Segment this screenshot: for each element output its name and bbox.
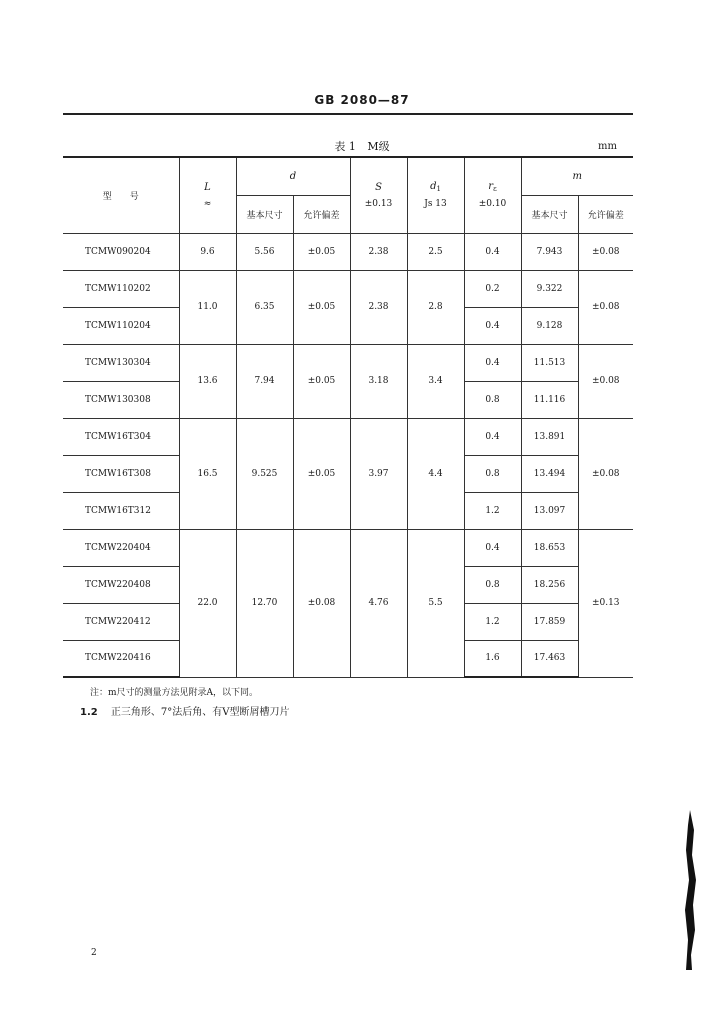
header-S — [350, 157, 407, 233]
cell-r: 0.4 — [464, 307, 521, 344]
cell-r: 1.2 — [464, 492, 521, 529]
table-body — [63, 233, 633, 677]
cell-r: 0.8 — [464, 381, 521, 418]
table-row — [63, 418, 633, 455]
cell-r: 0.4 — [464, 529, 521, 566]
header-d-symbol: d — [289, 170, 297, 182]
cell-d-tolerance: ±0.05 — [293, 233, 350, 270]
document-header: GB 2080—87 — [314, 93, 410, 107]
section-number: 1.2 — [80, 707, 98, 718]
header-m — [521, 157, 633, 195]
cell-d-basic: 5.56 — [236, 233, 293, 270]
cell-L: 22.0 — [179, 529, 236, 677]
cell-model: TCMW130308 — [63, 381, 179, 418]
cell-S: 2.38 — [350, 270, 407, 344]
table-caption-label: 表 1 — [334, 140, 356, 153]
table-row — [63, 344, 633, 381]
cell-L: 11.0 — [179, 270, 236, 344]
table-row — [63, 270, 633, 307]
table-row — [63, 529, 633, 566]
cell-r: 0.2 — [464, 270, 521, 307]
cell-m-tolerance: ±0.08 — [578, 270, 633, 344]
cell-d1: 5.5 — [407, 529, 464, 677]
cell-model: TCMW110204 — [63, 307, 179, 344]
header-rule — [63, 113, 633, 115]
table-header — [63, 157, 633, 233]
cell-d-basic: 9.525 — [236, 418, 293, 529]
header-d1 — [407, 157, 464, 233]
table-row — [63, 233, 633, 270]
cell-d-basic: 6.35 — [236, 270, 293, 344]
cell-m-basic: 9.322 — [521, 270, 578, 307]
header-d-basic: 基本尺寸 — [236, 195, 293, 233]
cell-S: 3.97 — [350, 418, 407, 529]
header-L — [179, 157, 236, 233]
cell-model: TCMW090204 — [63, 233, 179, 270]
cell-r: 0.4 — [464, 233, 521, 270]
cell-model: TCMW220416 — [63, 640, 179, 677]
header-model: 型 号 — [63, 157, 179, 233]
cell-m-basic: 13.097 — [521, 492, 578, 529]
header-m-symbol: m — [572, 170, 582, 182]
cell-m-basic: 18.256 — [521, 566, 578, 603]
cell-S: 3.18 — [350, 344, 407, 418]
header-d — [236, 157, 350, 195]
cell-r: 0.4 — [464, 418, 521, 455]
header-m-tolerance: 允许偏差 — [578, 195, 633, 233]
cell-m-tolerance: ±0.08 — [578, 418, 633, 529]
header-r-letter: r — [488, 181, 494, 193]
cell-d-basic: 7.94 — [236, 344, 293, 418]
header-d1-symbol — [408, 181, 464, 193]
header-d-tolerance: 允许偏差 — [293, 195, 350, 233]
cell-r: 0.4 — [464, 344, 521, 381]
header-L-symbol: L — [204, 181, 211, 193]
cell-model: TCMW16T308 — [63, 455, 179, 492]
header-L-approx: ≈ — [203, 198, 212, 209]
cell-d1: 4.4 — [407, 418, 464, 529]
spec-table — [63, 156, 633, 678]
cell-m-tolerance: ±0.08 — [578, 344, 633, 418]
header-d1-letter: d — [430, 181, 437, 193]
scan-edge-mark — [682, 810, 698, 970]
cell-d1: 2.5 — [407, 233, 464, 270]
table-note: 注：m尺寸的测量方法见附录A，以下同。 — [90, 688, 259, 698]
cell-model: TCMW110202 — [63, 270, 179, 307]
page-number: 2 — [91, 948, 97, 958]
cell-d-basic: 12.70 — [236, 529, 293, 677]
cell-L: 16.5 — [179, 418, 236, 529]
cell-m-basic: 11.513 — [521, 344, 578, 381]
header-r — [464, 157, 521, 233]
cell-model: TCMW220412 — [63, 603, 179, 640]
header-d1-tolerance: Js 13 — [424, 199, 447, 210]
cell-r: 0.8 — [464, 455, 521, 492]
cell-m-basic: 17.859 — [521, 603, 578, 640]
cell-d-tolerance: ±0.05 — [293, 270, 350, 344]
cell-m-basic: 9.128 — [521, 307, 578, 344]
cell-r: 1.2 — [464, 603, 521, 640]
cell-m-tolerance: ±0.13 — [578, 529, 633, 677]
cell-r: 1.6 — [464, 640, 521, 677]
cell-m-basic: 11.116 — [521, 381, 578, 418]
cell-L: 9.6 — [179, 233, 236, 270]
header-r-tolerance: ±0.10 — [478, 199, 507, 210]
cell-S: 2.38 — [350, 233, 407, 270]
cell-d-tolerance: ±0.08 — [293, 529, 350, 677]
cell-L: 13.6 — [179, 344, 236, 418]
cell-model: TCMW130304 — [63, 344, 179, 381]
cell-model: TCMW220408 — [63, 566, 179, 603]
cell-d-tolerance: ±0.05 — [293, 418, 350, 529]
header-S-symbol: S — [375, 181, 382, 193]
cell-model: TCMW220404 — [63, 529, 179, 566]
cell-d-tolerance: ±0.05 — [293, 344, 350, 418]
cell-d1: 2.8 — [407, 270, 464, 344]
header-r-symbol — [465, 181, 521, 193]
header-r-index: ε — [493, 185, 497, 194]
header-d1-index: 1 — [436, 185, 441, 194]
cell-m-tolerance: ±0.08 — [578, 233, 633, 270]
cell-m-basic: 17.463 — [521, 640, 578, 677]
cell-m-basic: 13.494 — [521, 455, 578, 492]
header-m-basic: 基本尺寸 — [521, 195, 578, 233]
cell-m-basic: 13.891 — [521, 418, 578, 455]
cell-model: TCMW16T312 — [63, 492, 179, 529]
table-unit: mm — [598, 141, 617, 152]
cell-d1: 3.4 — [407, 344, 464, 418]
table-caption-grade: M级 — [367, 140, 390, 153]
header-S-tolerance: ±0.13 — [364, 198, 393, 209]
cell-m-basic: 18.653 — [521, 529, 578, 566]
section-heading — [80, 703, 290, 718]
cell-m-basic: 7.943 — [521, 233, 578, 270]
cell-S: 4.76 — [350, 529, 407, 677]
cell-model: TCMW16T304 — [63, 418, 179, 455]
cell-r: 0.8 — [464, 566, 521, 603]
section-title: 正三角形、7°法后角、有V型断屑槽刀片 — [110, 707, 290, 718]
